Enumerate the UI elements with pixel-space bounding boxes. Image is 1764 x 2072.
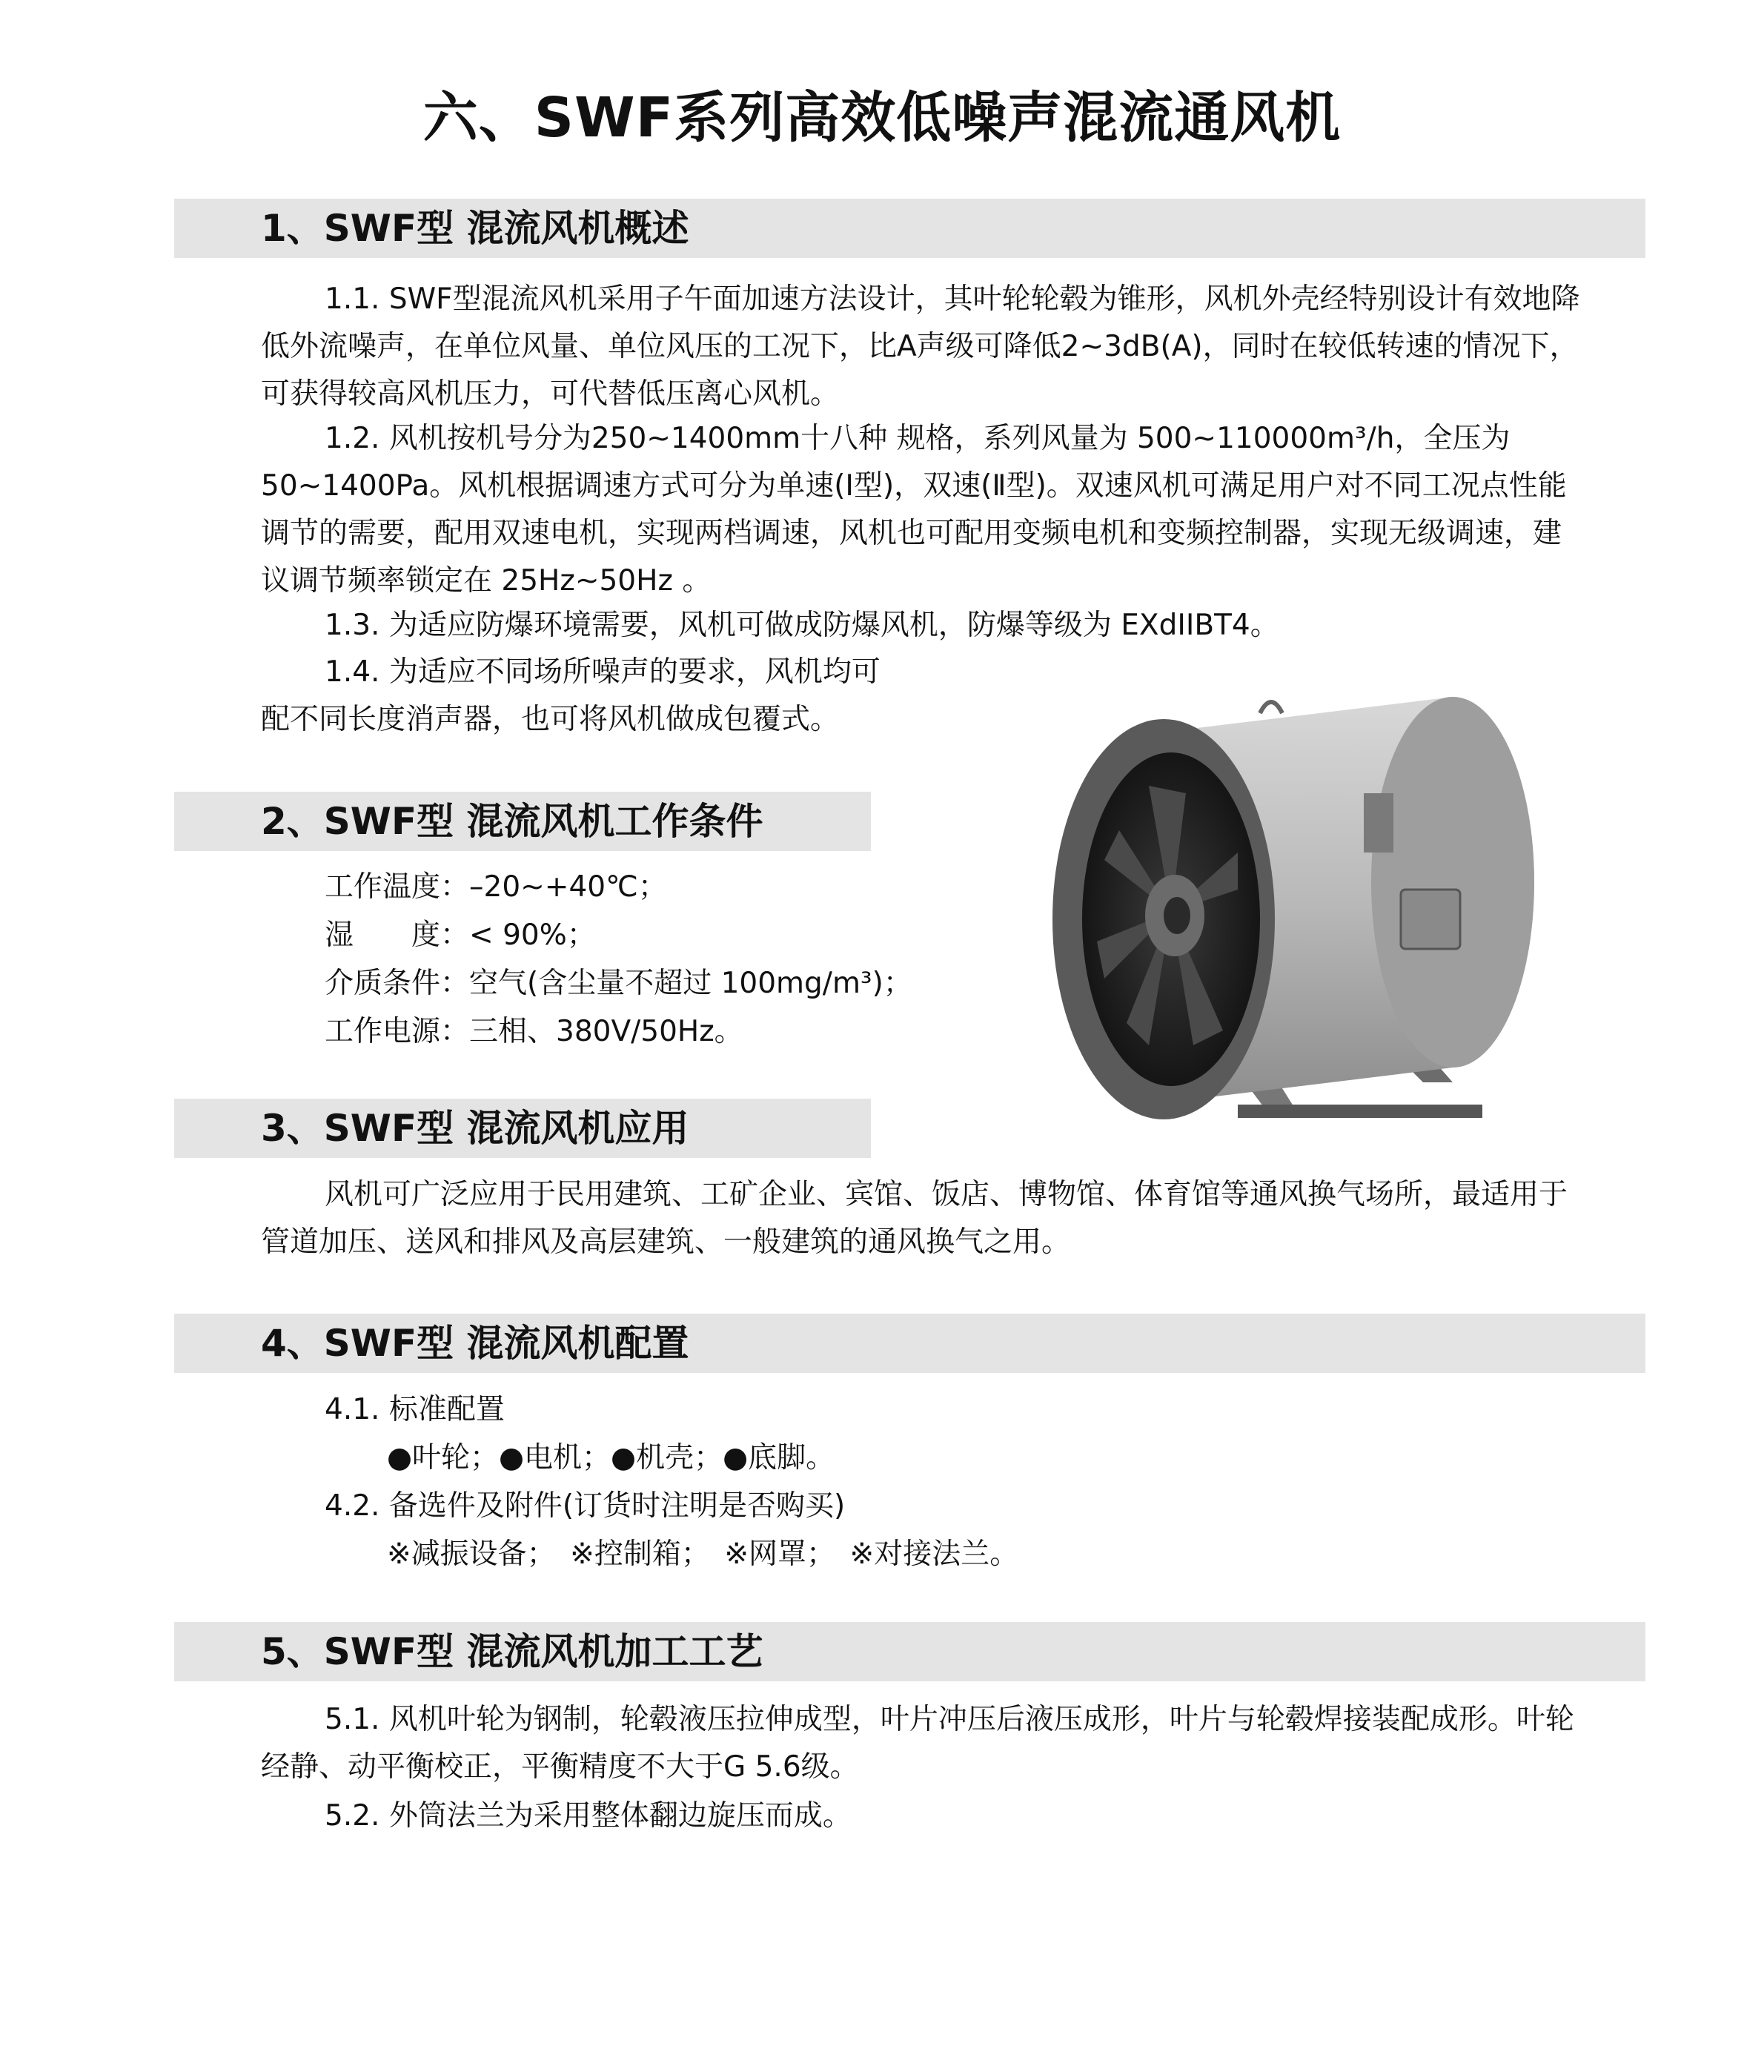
- condition-power: 工作电源：三相、380V/50Hz。: [325, 1015, 743, 1048]
- condition-temperature: 工作温度：–20~+40℃；: [325, 870, 667, 904]
- condition-medium: 介质条件：空气(含尘量不超过 100mg/m³)；: [325, 967, 912, 1000]
- paragraph-5-1: 5.1. 风机叶轮为钢制，轮毂液压拉伸成型，叶片冲压后液压成形，叶片与轮毂焊接装配成形。叶轮经静、动平衡校正，平衡精度不大于G 5.6级。: [261, 1703, 1574, 1784]
- section-heading-configuration: 4、SWF型 混流风机配置: [174, 1314, 1645, 1373]
- section-heading-application: 3、SWF型 混流风机应用: [174, 1099, 871, 1158]
- section-heading-process: 5、SWF型 混流风机加工工艺: [174, 1622, 1645, 1681]
- config-optional-title: 4.2. 备选件及附件(订货时注明是否购买): [325, 1489, 846, 1523]
- paragraph-1-4: 1.4. 为适应不同场所噪声的要求，风机均可配不同长度消声器，也可将风机做成包覆式。: [261, 655, 881, 736]
- page-title: 六、SWF系列高效低噪声混流通风机: [422, 86, 1342, 150]
- section-heading-overview: 1、SWF型 混流风机概述: [174, 199, 1645, 258]
- config-optional-items: ※减振设备； ※控制箱； ※网罩； ※对接法兰。: [387, 1538, 1019, 1571]
- paragraph-1-3: 1.3. 为适应防爆环境需要，风机可做成防爆风机，防爆等级为 EXdIIBT4。: [325, 609, 1279, 642]
- config-standard-title: 4.1. 标准配置: [325, 1393, 505, 1426]
- section-heading-conditions: 2、SWF型 混流风机工作条件: [174, 792, 871, 851]
- paragraph-application: 风机可广泛应用于民用建筑、工矿企业、宾馆、饭店、博物馆、体育馆等通风换气场所，最适用于管道加压、送风和排风及高层建筑、一般建筑的通风换气之用。: [261, 1178, 1568, 1259]
- paragraph-1-2: 1.2. 风机按机号分为250~1400mm十八种 规格，系列风量为 500~110000m³/h，全压为50~1400Pa。风机根据调速方式可分为单速(Ⅰ型)，双速(Ⅱ型)。双速风机可满足用户对不同工况点性能调节的需要，配用双速电机，实现两档调速，风机也可配用变频电机和变频控制器，实现无级调速，建议调节频率锁定在 25Hz~50Hz 。: [261, 422, 1567, 598]
- mixed-flow-fan-photo: [1038, 667, 1549, 1149]
- config-standard-items: ●叶轮；●电机；●机壳；●底脚。: [387, 1441, 835, 1474]
- paragraph-1-1: 1.1. SWF型混流风机采用子午面加速方法设计，其叶轮轮毂为锥形，风机外壳经特别设计有效地降低外流噪声，在单位风量、单位风压的工况下，比A声级可降低2~3dB(A)，同时在较低转速的情况下，可获得较高风机压力，可代替低压离心风机。: [261, 282, 1580, 411]
- paragraph-5-2: 5.2. 外筒法兰为采用整体翻边旋压而成。: [325, 1799, 852, 1833]
- condition-humidity: 湿 度：< 90%；: [325, 919, 596, 952]
